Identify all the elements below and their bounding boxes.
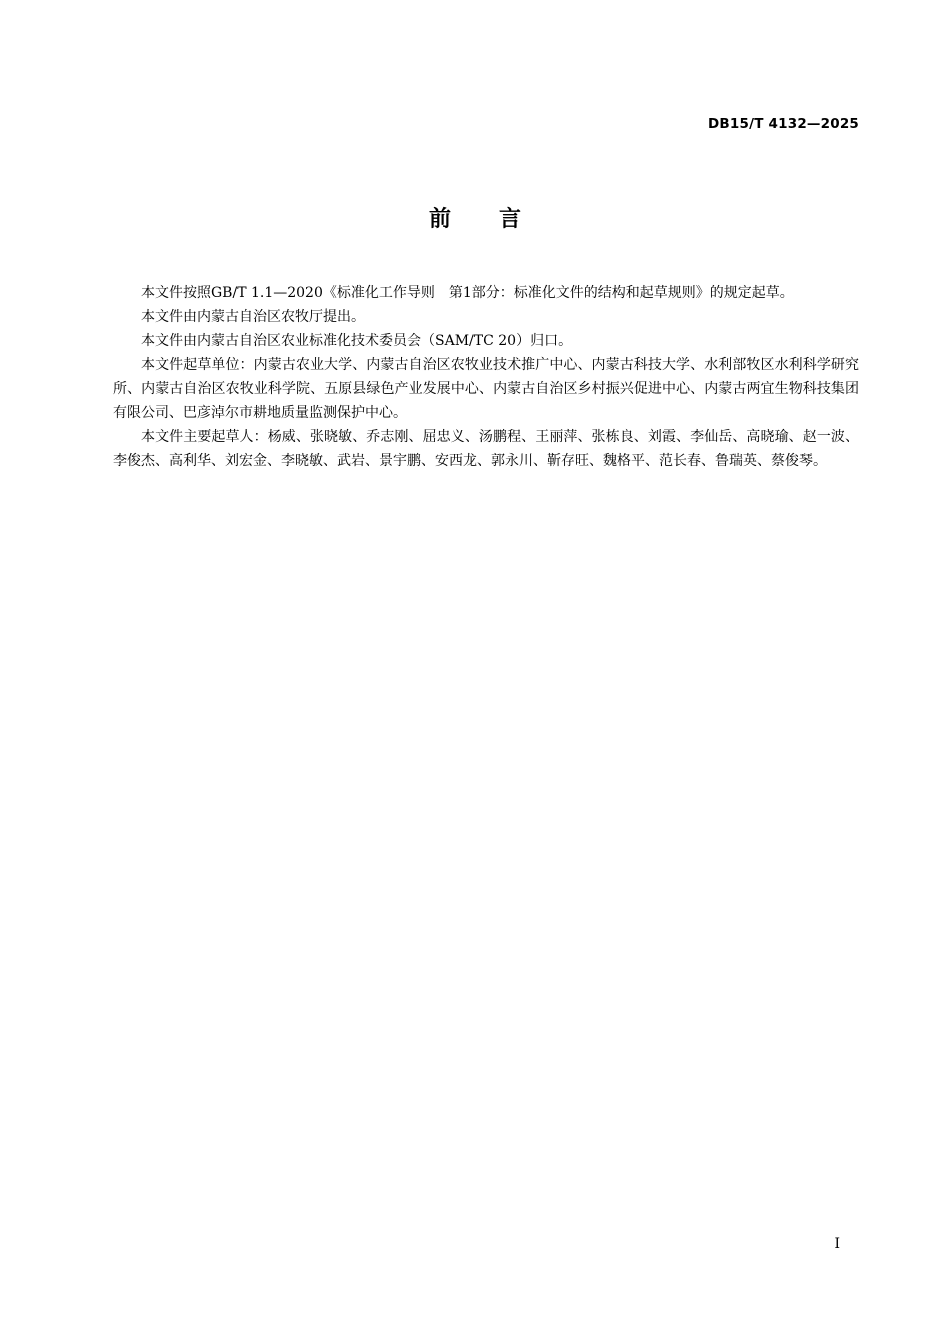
paragraph-drafters: 本文件主要起草人：杨威、张晓敏、乔志刚、屈忠义、汤鹏程、王丽萍、张栋良、刘霞、李仙岳、高晓瑜、赵一波、李俊杰、高利华、刘宏金、李晓敏、武岩、景宇鹏、安西龙、郭永川、靳存旺、魏格平、范长春、鲁瑞英、蔡俊琴。: [113, 429, 859, 469]
page-number: I: [834, 1236, 840, 1252]
document-code: DB15/T 4132—2025: [708, 116, 859, 132]
paragraph-drafting-units: 本文件起草单位：内蒙古农业大学、内蒙古自治区农牧业技术推广中心、内蒙古科技大学、水利部牧区水利科学研究所、内蒙古自治区农牧业科学院、五原县绿色产业发展中心、内蒙古自治区乡村振兴促进中心、内蒙古两宜生物科技集团有限公司、巴彦淖尔市耕地质量监测保护中心。: [113, 357, 859, 421]
paragraph-technical-committee: 本文件由内蒙古自治区农业标准化技术委员会（SAM/TC 20）归口。: [141, 333, 573, 349]
paragraph-proposer: 本文件由内蒙古自治区农牧厅提出。: [141, 309, 365, 325]
paragraph-drafting-rules: 本文件按照GB/T 1.1—2020《标准化工作导则 第1部分：标准化文件的结构和起草规则》的规定起草。: [141, 285, 794, 301]
page-title: 前言: [428, 207, 569, 232]
preface-body: [113, 281, 859, 473]
